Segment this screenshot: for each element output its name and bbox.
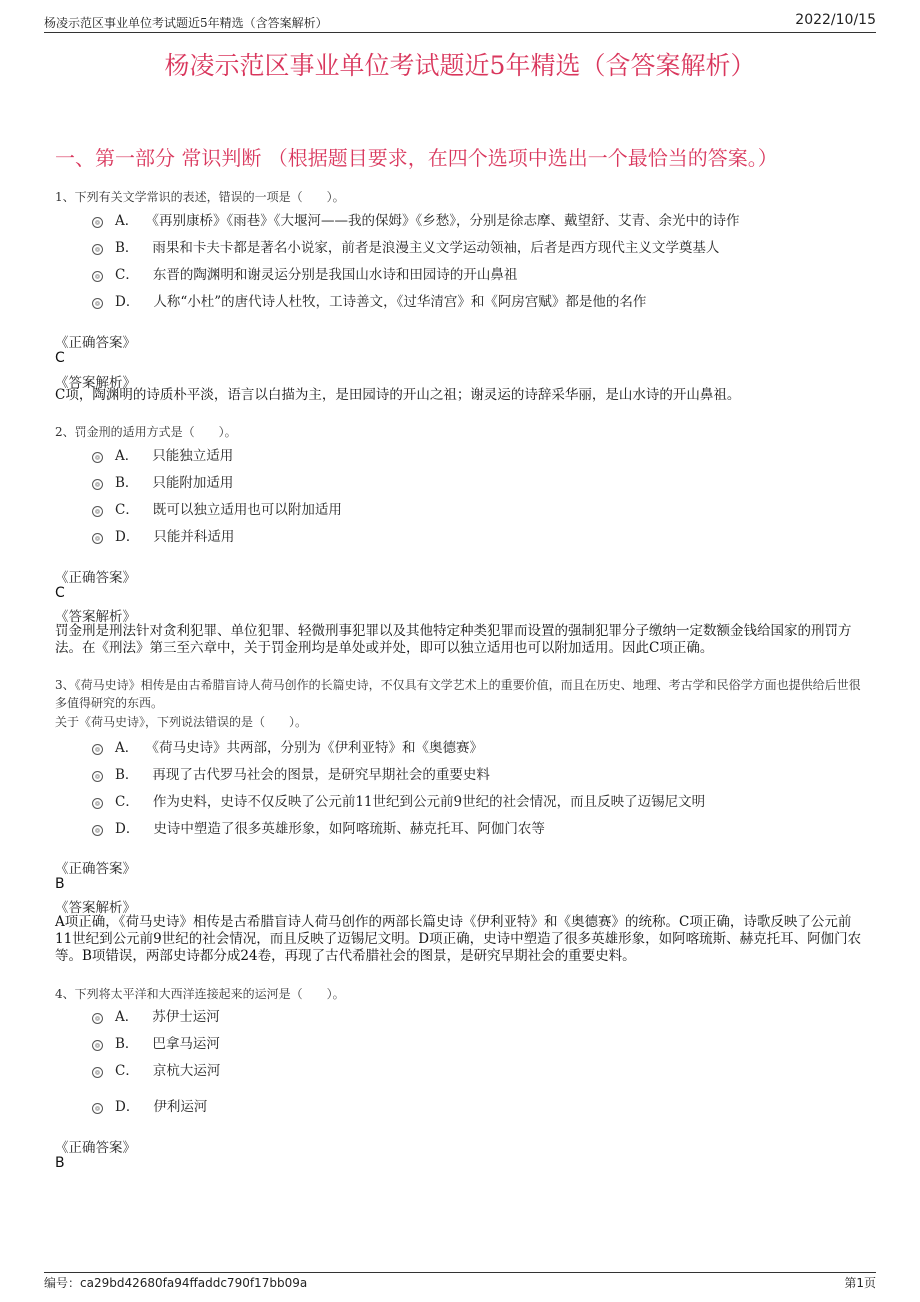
question-prompt: 关于《荷马史诗》，下列说法错误的是（ ）。	[55, 715, 308, 729]
document-code: 编号：ca29bd42680fa94ffaddc790f17bb09a	[44, 1276, 308, 1290]
radio-icon[interactable]	[92, 1067, 103, 1078]
radio-icon[interactable]	[92, 1103, 103, 1114]
header-doc-name: 杨凌示范区事业单位考试题近5年精选（含答案解析）	[44, 16, 328, 30]
correct-answer-label: 《正确答案》	[55, 335, 136, 351]
page-header	[44, 12, 876, 33]
option-b[interactable]: B． 再现了古代罗马社会的图景，是研究早期社会的重要史料	[92, 763, 490, 783]
option-d[interactable]: D． 人称“小杜”的唐代诗人杜牧，工诗善文，《过华清宫》和《阿房宫赋》都是他的名作	[92, 290, 646, 310]
option-c[interactable]: C． 京杭大运河	[92, 1059, 220, 1079]
option-a[interactable]: A． 《荷马史诗》共两部，分别为《伊利亚特》和《奥德赛》	[92, 736, 483, 756]
radio-icon[interactable]	[92, 271, 103, 282]
option-c[interactable]: C． 既可以独立适用也可以附加适用	[92, 498, 342, 518]
option-d[interactable]: D． 伊利运河	[92, 1095, 207, 1115]
option-b[interactable]: B． 雨果和卡夫卡都是著名小说家，前者是浪漫主义文学运动领袖，后者是西方现代主义文学奠基人	[92, 236, 719, 256]
radio-icon[interactable]	[92, 244, 103, 255]
question-stem: 4、下列将太平洋和大西洋连接起来的运河是（ ）。	[55, 987, 345, 1001]
radio-icon[interactable]	[92, 506, 103, 517]
analysis-label: 《答案解析》	[55, 609, 136, 625]
option-b[interactable]: B． 巴拿马运河	[92, 1032, 220, 1052]
radio-icon[interactable]	[92, 452, 103, 463]
correct-answer-label: 《正确答案》	[55, 1140, 136, 1156]
document-title: 杨凌示范区事业单位考试题近5年精选（含答案解析）	[164, 51, 756, 80]
analysis-label: 《答案解析》	[55, 900, 136, 916]
option-c[interactable]: C． 东晋的陶渊明和谢灵运分别是我国山水诗和田园诗的开山鼻祖	[92, 263, 517, 283]
correct-answer: C	[55, 585, 65, 601]
page-number: 第1页	[844, 1276, 876, 1290]
radio-icon[interactable]	[92, 1040, 103, 1051]
question-stem: 2、罚金刑的适用方式是（ ）。	[55, 425, 237, 439]
radio-icon[interactable]	[92, 798, 103, 809]
analysis-text: 罚金刑是刑法针对贪利犯罪、单位犯罪、轻微刑事犯罪以及其他特定种类犯罪而设置的强制犯罪分子缴纳一定数额金钱给国家的刑罚方法。在《刑法》第三至六章中，关于罚金刑均是单处或并处，即可以独立适用也可以附加适用。因此C项正确。	[55, 623, 852, 656]
header-date: 2022/10/15	[795, 12, 876, 28]
option-c[interactable]: C． 作为史料，史诗不仅反映了公元前11世纪到公元前9世纪的社会情况，而且反映了迈锡尼文明	[92, 790, 705, 810]
radio-icon[interactable]	[92, 533, 103, 544]
radio-icon[interactable]	[92, 479, 103, 490]
page-footer	[44, 1272, 876, 1291]
option-d[interactable]: D． 史诗中塑造了很多英雄形象，如阿喀琉斯、赫克托耳、阿伽门农等	[92, 817, 545, 837]
question-stem: 1、下列有关文学常识的表述，错误的一项是（ ）。	[55, 190, 345, 204]
analysis-text: C项，陶渊明的诗质朴平淡，语言以白描为主，是田园诗的开山之祖；谢灵运的诗辞采华丽，是山水诗的开山鼻祖。	[55, 387, 741, 403]
radio-icon[interactable]	[92, 298, 103, 309]
option-b[interactable]: B． 只能附加适用	[92, 471, 233, 491]
option-a[interactable]: A． 《再别康桥》《雨巷》《大堰河——我的保姆》《乡愁》，分别是徐志摩、戴望舒、艾青、余光中的诗作	[92, 209, 740, 229]
option-a[interactable]: A． 苏伊士运河	[92, 1005, 220, 1025]
radio-icon[interactable]	[92, 1013, 103, 1024]
analysis-text: A项正确，《荷马史诗》相传是古希腊盲诗人荷马创作的两部长篇史诗《伊利亚特》和《奥德赛》的统称。C项正确，诗歌反映了公元前11世纪到公元前9世纪的社会情况，而且反映了迈锡尼文明。D项正确，史诗中塑造了很多英雄形象，如阿喀琉斯、赫克托耳、阿伽门农等。B项错误，两部史诗都分成24卷，再现了古代希腊社会的图景，是研究早期社会的重要史料。	[55, 914, 862, 964]
option-d[interactable]: D． 只能并科适用	[92, 525, 234, 545]
radio-icon[interactable]	[92, 771, 103, 782]
correct-answer-label: 《正确答案》	[55, 861, 136, 877]
radio-icon[interactable]	[92, 744, 103, 755]
analysis-label: 《答案解析》	[55, 375, 136, 391]
question-stem: 3、《荷马史诗》相传是由古希腊盲诗人荷马创作的长篇史诗，不仅具有文学艺术上的重要价值，而且在历史、地理、考古学和民俗学方面也提供给后世很多值得研究的东西。	[55, 678, 861, 710]
radio-icon[interactable]	[92, 825, 103, 836]
correct-answer: B	[55, 876, 65, 892]
correct-answer-label: 《正确答案》	[55, 570, 136, 586]
section-title: 一、第一部分 常识判断 （根据题目要求，在四个选项中选出一个最恰当的答案。）	[55, 146, 778, 170]
radio-icon[interactable]	[92, 217, 103, 228]
correct-answer: B	[55, 1155, 65, 1171]
option-a[interactable]: A． 只能独立适用	[92, 444, 233, 464]
correct-answer: C	[55, 350, 65, 366]
